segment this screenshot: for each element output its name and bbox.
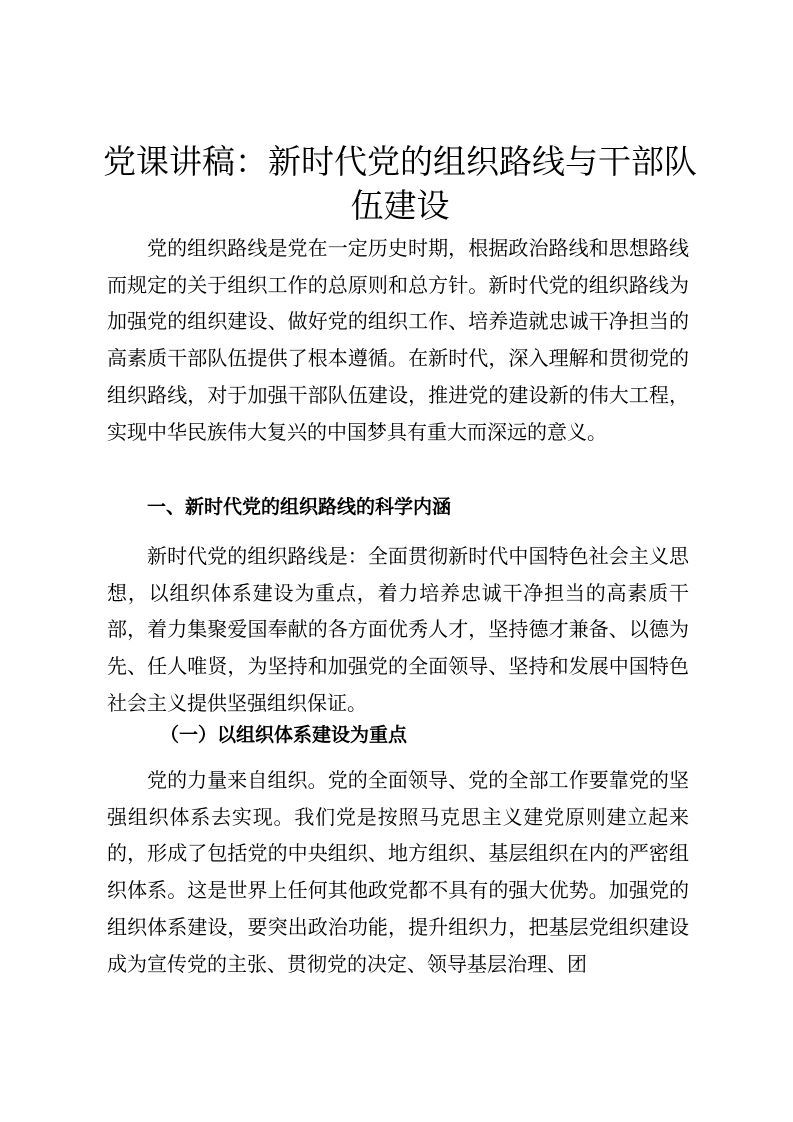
- section-paragraph: 新时代党的组织路线是：全面贯彻新时代中国特色社会主义思想，以组织体系建设为重点，着力培养忠诚干净担当的高素质干部，着力集聚爱国奉献的各方面优秀人才，坚持德才兼备、以德为先、任人唯贤，为坚持和加强党的全面领导、坚持和发展中国特色社会主义提供坚强组织保证。: [107, 544, 689, 715]
- subsection-paragraph: 党的力量来自组织。党的全面领导、党的全部工作要靠党的坚强组织体系去实现。我们党是按照马克思主义建党原则建立起来的，形成了包括党的中央组织、地方组织、基层组织在内的严密组织体系。这是世界上任何其他政党都不具有的强大优势。加强党的组织体系建设，要突出政治功能，提升组织力，把基层党组织建设成为宣传党的主张、贯彻党的决定、领导基层治理、团: [107, 768, 689, 976]
- document-title: 党课讲稿：新时代党的组织路线与干部队伍建设: [103, 142, 697, 225]
- subsection-heading: （一）以组织体系建设为重点: [160, 724, 408, 746]
- section-heading: 一、新时代党的组织路线的科学内涵: [147, 496, 452, 518]
- intro-paragraph: 党的组织路线是党在一定历史时期，根据政治路线和思想路线而规定的关于组织工作的总原则和总方针。新时代党的组织路线为加强党的组织建设、做好党的组织工作、培养造就忠诚干净担当的高素质干部队伍提供了根本遵循。在新时代，深入理解和贯彻党的组织路线，对于加强干部队伍建设，推进党的建设新的伟大工程，实现中华民族伟大复兴的中国梦具有重大而深远的意义。: [107, 236, 689, 444]
